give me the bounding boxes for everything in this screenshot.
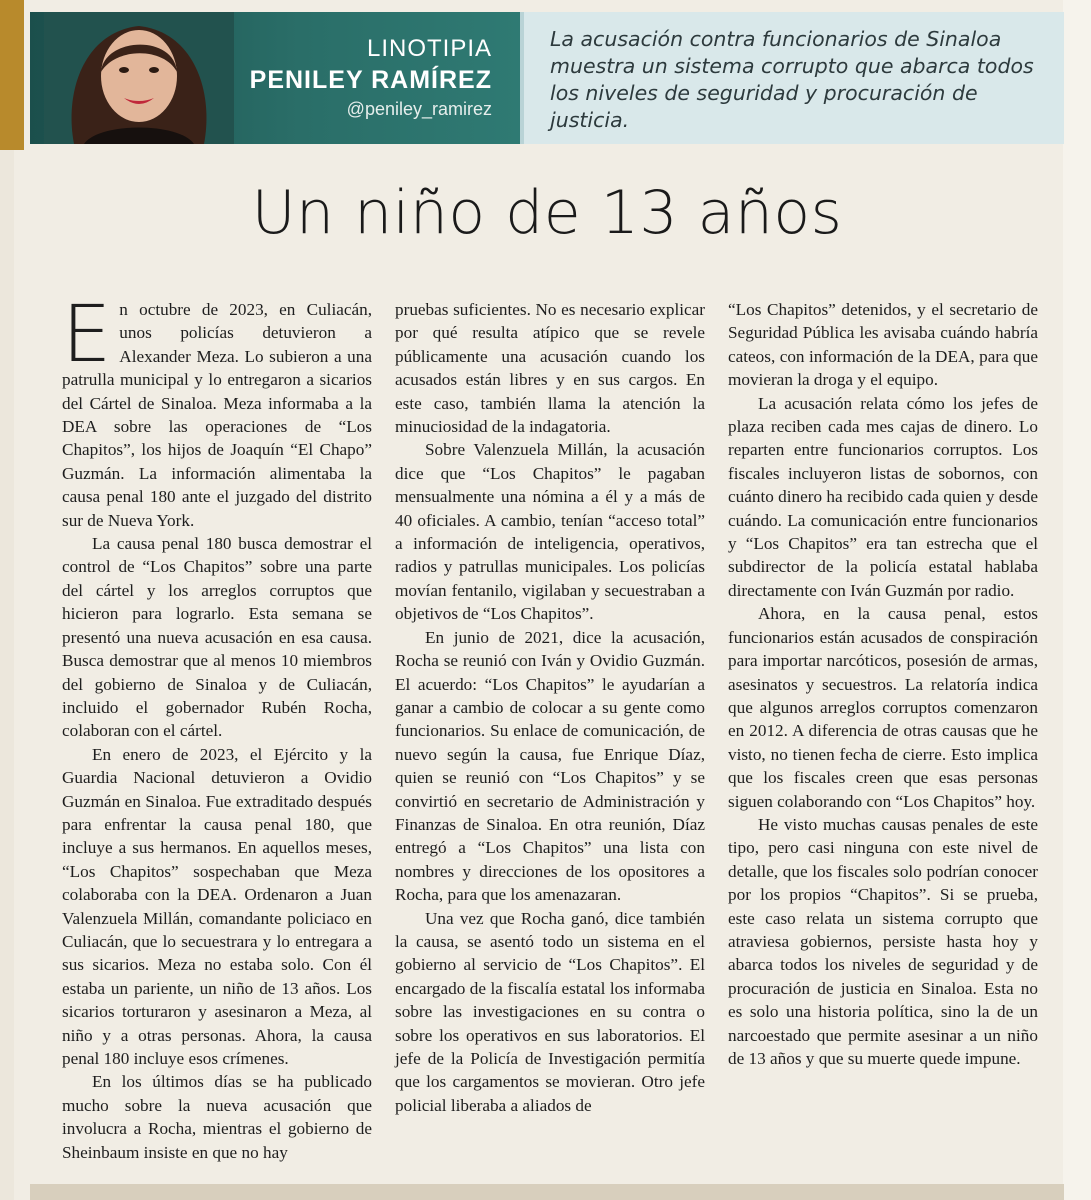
paragraph: pruebas suficientes. No es necesario explicar por qué resulta atípico que se revele públicamente una acusación cuando los acusados están libres y en sus cargos. En este caso, también llama la atención la minuciosidad de la indagatoria. — [395, 300, 705, 437]
column-3 — [728, 298, 1038, 1168]
paragraph: Sobre Valenzuela Millán, la acusación dice que “Los Chapitos” le pagaban mensualmente una nómina a él y a más de 40 oficiales. A cambio, tenían “acceso total” a información de inteligencia, operativos, radios y patrullas municipales. Los policías movían fentanilo, vigilaban y secuestraban a objetivos de “Los Chapitos”. — [395, 440, 705, 624]
paragraph: Una vez que Rocha ganó, dice también la causa, se asentó todo un sistema en el gobierno al servicio de “Los Chapitos”. El encargado de la fiscalía estatal los informaba sobre las investigaciones en su contra o sobre los operativos en sus laboratorios. El jefe de la Policía de Investigación permitía que los cargamentos se movieran. Otro jefe policial liberaba a aliados de — [395, 908, 705, 1115]
article-title: Un niño de 13 años — [251, 178, 843, 248]
paragraph: Ahora, en la causa penal, estos funcionarios están acusados de conspiración para importar narcóticos, posesión de armas, asesinatos y secuestros. La relatoría indica que algunos arreglos corruptos comenzaron en 2012. A diferencia de otras causas que he visto, no tienen fecha de cierre. Esto implica que los fiscales creen que esas personas siguen colaborando con “Los Chapitos” hoy. — [728, 604, 1038, 811]
article-body — [62, 290, 1038, 1168]
paragraph: “Los Chapitos” detenidos, y el secretario de Seguridad Pública les avisaba cuándo habría cateos, con información de la DEA, para que movieran la droga y el equipo. — [728, 300, 1038, 390]
section-name: LINOTIPIA — [366, 35, 492, 62]
byline-box — [30, 12, 520, 144]
page-edge-right — [1063, 0, 1091, 1200]
page-edge-gold — [0, 0, 24, 150]
paragraph: En enero de 2023, el Ejército y la Guardia Nacional detuvieron a Ovidio Guzmán en Sinaloa. Fue extraditado después para enfrentar la causa penal 180, que incluye a sus hermanos. En aquellos meses, “Los Chapitos” sospechaban que Meza colaboraba con la DEA. Ordenaron a Juan Valenzuela Millán, comandante policiaco en Culiacán, que lo secuestrara y lo entregara a sus sicarios. Meza no estaba solo. Con él estaba un pariente, un niño de 13 años. Los sicarios torturaron y asesinaron a Meza, al niño y a otras personas. Ahora, la causa penal 180 incluye esos crímenes. — [62, 744, 372, 1068]
column-2 — [395, 298, 705, 1168]
page-edge — [0, 150, 14, 1200]
paragraph-text: n octubre de 2023, en Culiacán, unos policías detuvieron a Alexander Meza. Lo subieron a una patrulla municipal y lo entregaron a sicarios del Cártel de Sinaloa. Meza informaba a la DEA sobre las operaciones de “Los Chapitos”, los hijos de Joaquín “El Chapo” Guzmán. La información alimentaba la causa penal 180 ante el juzgado del distrito sur de Nueva York. — [62, 300, 372, 530]
paragraph: La acusación relata cómo los jefes de plaza reciben cada mes cajas de dinero. Lo reparten entre funcionarios corruptos. Los fiscales incluyeron listas de sobornos, con cuánto dinero ha recibido cada quien y desde cuándo. La comunicación entre funcionarios y “Los Chapitos” era tan estrecha que el subdirector de la policía estatal hablaba directamente con Iván Guzmán por radio. — [728, 393, 1038, 600]
column-header — [30, 12, 1064, 144]
paragraph — [62, 290, 372, 532]
article-summary: La acusación contra funcionarios de Sinaloa muestra un sistema corrupto que abarca todos los niveles de seguridad y procuración de justicia. — [520, 12, 1064, 144]
column-1 — [62, 290, 372, 1168]
byline-text — [250, 34, 492, 122]
drop-cap: E — [62, 290, 112, 380]
paragraph: La causa penal 180 busca demostrar el control de “Los Chapitos” sobre una parte del cártel y los arreglos corruptos que hicieron para lograrlo. Esta semana se presentó una nueva acusación en esa causa. Busca demostrar que al menos 10 miembros del gobierno de Sinaloa y de Culiacán, incluido el gobernador Rubén Rocha, colaboran con el cártel. — [62, 534, 372, 741]
author-handle: @peniley_ramirez — [346, 99, 492, 119]
paragraph: En los últimos días se ha publicado mucho sobre la nueva acusación que involucra a Rocha, mientras el gobierno de Sheinbaum insiste en que no hay — [62, 1072, 372, 1162]
author-name: PENILEY RAMÍREZ — [249, 66, 492, 94]
paragraph: En junio de 2021, dice la acusación, Rocha se reunió con Iván y Ovidio Guzmán. El acuerdo: “Los Chapitos” le ayudarían a ganar a cambio de colocar a su gente como funcionarios. Su enlace de comunicación, de nuevo según la causa, fue Enrique Díaz, quien se reunió con “Los Chapitos” y se convirtió en secretario de Administración y Finanzas de Sinaloa. En otra reunión, Díaz entregó a “Los Chapitos” una lista con nombres y direcciones de los opositores a Rocha, para que los amenazaran. — [395, 627, 705, 905]
author-portrait — [44, 12, 234, 144]
paragraph: He visto muchas causas penales de este tipo, pero casi ninguna con este nivel de detalle, que los fiscales solo podrían conocer por los propios “Chapitos”. Si se prueba, este caso relata un sistema corrupto que atraviesa gobiernos, persiste hasta hoy y abarca todos los niveles de seguridad y de procuración de justicia en Sinaloa. Esta no es solo una historia política, sino la de un narcoestado que permite asesinar a un niño de 13 años y que su muerte quede impune. — [728, 814, 1038, 1068]
page-bottom-edge — [30, 1184, 1064, 1200]
